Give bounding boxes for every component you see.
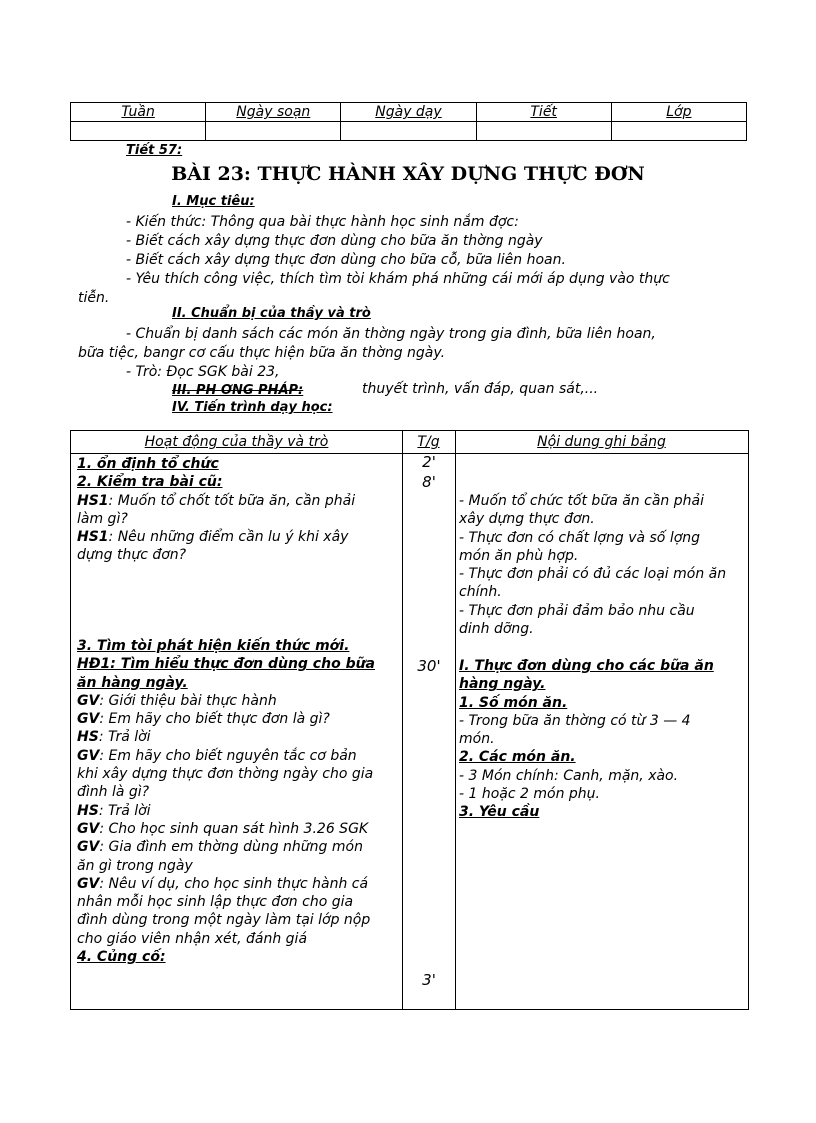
- objective-item-2: - Biết cách xây dựng thực đơn dùng cho bữa ăn thờng ngày: [126, 233, 543, 249]
- activity-line: [77, 728, 377, 746]
- header-col-prep-date: Ngày soạn: [206, 103, 341, 122]
- header-value-teach-date: [341, 122, 476, 141]
- objective-item-1: - Kiến thức: Thông qua bài thực hành học sinh nắm đợc:: [126, 214, 519, 230]
- question-label: HS1: [77, 529, 109, 546]
- board-subheading: 1. Số món ăn.: [459, 694, 568, 711]
- table-header-content: Nội dung ghi bảng: [537, 434, 666, 450]
- objective-item-3: - Biết cách xây dựng thực đơn dùng cho bữa cỗ, bữa liên hoan.: [126, 252, 566, 268]
- board-item: - Thực đơn phải có đủ các loại món ăn chính.: [459, 566, 727, 601]
- activity-text: : Cho học sinh quan sát hình 3.26 SGK: [99, 820, 369, 837]
- time-value: 30': [417, 657, 441, 675]
- board-item: - Thực đơn phải đảm bảo nhu cầu dinh dỡng.: [459, 602, 695, 638]
- question-label: HS1: [77, 492, 109, 509]
- table-header-time: T/g: [417, 434, 440, 450]
- activity-line: [77, 838, 377, 875]
- header-table: [70, 102, 747, 141]
- speaker-label: GV: [77, 692, 100, 709]
- lesson-period: Tiết 57:: [126, 143, 183, 158]
- speaker-label: GV: [77, 875, 100, 892]
- activity-line: [77, 875, 377, 948]
- activity-text: : Nêu ví dụ, cho học sinh thực hành cá nhân mỗi học sinh lập thực đơn cho gia đình dùng trong một ngày làm tại lớp nộp cho giáo viên nhận xét, đánh giá: [77, 875, 371, 947]
- board-item: - 3 Món chính: Canh, mặn, xào.: [459, 767, 679, 784]
- header-col-week: Tuần: [71, 103, 206, 122]
- board-item: - Trong bữa ăn thờng có từ 3 — 4 món.: [459, 712, 691, 748]
- activity-text: : Trả lời: [98, 802, 151, 819]
- board-item: - Thực đơn có chất lợng và số lợng món ăn phù hợp.: [459, 529, 701, 564]
- question-2: [77, 528, 377, 565]
- header-col-period: Tiết: [476, 103, 611, 122]
- board-heading: I. Thực đơn dùng cho các bữa ăn hàng ngày.: [459, 658, 714, 693]
- speaker-label: HS: [77, 729, 99, 746]
- activity-text: : Gia đình em thờng dùng những món ăn gì trong ngày: [77, 839, 363, 874]
- activity-line: [77, 820, 377, 838]
- time-value: 2': [422, 453, 436, 471]
- speaker-label: GV: [77, 839, 100, 856]
- header-value-prep-date: [206, 122, 341, 141]
- activity-text: : Em hãy cho biết nguyên tắc cơ bản khi xây dựng thực đơn thờng ngày cho gia đình là gì?: [77, 747, 374, 801]
- activities-column: [77, 455, 377, 565]
- preparation-line-1: - Chuẩn bị danh sách các món ăn thờng ngày trong gia đình, bữa liên hoan,: [126, 326, 656, 342]
- board-subheading: 2. Các món ăn.: [459, 749, 576, 766]
- table-header-activities: Hoạt động của thầy và trò: [144, 434, 329, 450]
- header-value-week: [71, 122, 206, 141]
- section-organization: 1. ổn định tổ chức: [77, 456, 219, 472]
- column-divider: [402, 431, 403, 1009]
- activity-line: [77, 747, 377, 802]
- activity-text: : Giới thiệu bài thực hành: [99, 692, 277, 709]
- header-divider: [71, 453, 748, 454]
- objectives-heading: I. Mục tiêu:: [172, 194, 255, 209]
- question-1: [77, 492, 377, 529]
- section-old-lesson-check: 2. Kiểm tra bài cũ:: [77, 474, 223, 491]
- preparation-line-3: - Trò: Đọc SGK bài 23,: [126, 364, 280, 380]
- header-value-class: [611, 122, 746, 141]
- time-value: 8': [422, 473, 436, 491]
- activity-line: [77, 710, 377, 728]
- preparation-heading: II. Chuẩn bị của thầy và trò: [172, 306, 371, 321]
- question-text: : Muốn tổ chốt tốt bữa ăn, cần phải làm gì?: [77, 492, 356, 527]
- process-heading: IV. Tiến trình dạy học:: [172, 400, 333, 415]
- section-new-knowledge: 3. Tìm tòi phát hiện kiến thức mới.: [77, 638, 350, 654]
- speaker-label: GV: [77, 820, 100, 837]
- speaker-label: HS: [77, 802, 99, 819]
- activity-line: [77, 802, 377, 820]
- activity-text: : Trả lời: [98, 729, 151, 746]
- board-content-review: [459, 492, 729, 638]
- preparation-line-2: bữa tiệc, bangr cơ cấu thực hiện bữa ăn thờng ngày.: [78, 345, 446, 361]
- section-consolidation: 4. Củng cố:: [77, 949, 166, 966]
- objective-item-4: - Yêu thích công việc, thích tìm tòi khám phá những cái mới áp dụng vào thực: [126, 271, 670, 287]
- activity-1-heading: HĐ1: Tìm hiểu thực đơn dùng cho bữa ăn hàng ngày.: [77, 656, 375, 691]
- board-content-menu: [459, 657, 729, 822]
- lesson-title: BÀI 23: THỰC HÀNH XÂY DỰNG THỰC ĐƠN: [171, 163, 645, 185]
- column-divider: [455, 431, 456, 1009]
- header-col-teach-date: Ngày dạy: [341, 103, 476, 122]
- activity-text: : Em hãy cho biết thực đơn là gì?: [99, 711, 330, 728]
- objective-continuation: tiễn.: [78, 290, 110, 306]
- main-table: [70, 430, 749, 1010]
- header-value-period: [476, 122, 611, 141]
- activities-column-lower: [77, 637, 377, 966]
- board-item: - Muốn tổ chức tốt bữa ăn cần phải xây dựng thực đơn.: [459, 493, 704, 528]
- time-value: 3': [422, 971, 436, 989]
- methods-text: thuyết trình, vấn đáp, quan sát,...: [362, 381, 599, 397]
- question-text: : Nêu những điểm cần lu ý khi xây dựng thực đơn?: [77, 529, 349, 564]
- activity-line: [77, 692, 377, 710]
- methods-heading: III. PH ƠNG PHÁP:: [172, 383, 304, 398]
- speaker-label: GV: [77, 711, 100, 728]
- speaker-label: GV: [77, 747, 100, 764]
- board-item: - 1 hoặc 2 món phụ.: [459, 786, 600, 803]
- board-subheading: 3. Yêu cầu: [459, 804, 540, 821]
- header-col-class: Lớp: [611, 103, 746, 122]
